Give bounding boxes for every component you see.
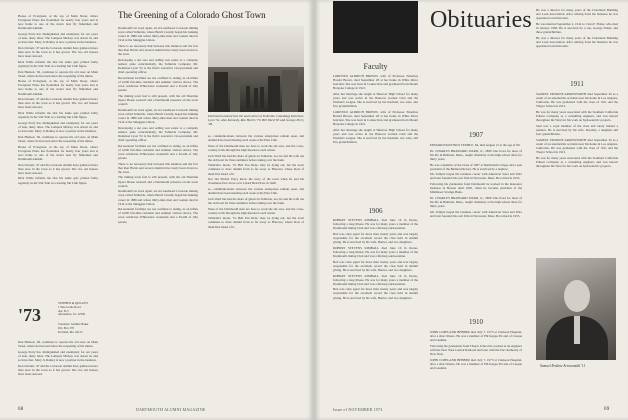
class-treasurer-address: Treasurer: Jennifer Baker P.O. Box 376 Portland, Me. 04112 xyxy=(58,323,89,334)
left-column-1-bottom xyxy=(18,340,98,395)
paragraph: Following his graduation from Thayer School he worked as an engineer with the New York Central Railroad and later with the Port Authority of New York. xyxy=(430,343,522,357)
paragraph: He was for many years associated with the Southern California Edison Company as a consulting engineer, and was known throughout the West for his work on hydroelectric projects. xyxy=(536,155,618,168)
paragraph: House of Evergreen, at the top of Main Street, where Evergreen Pines has flourished for nearly four years and is now home to one of the state's best fly fishermen and Dartmouth Alumni. xyxy=(18,14,98,31)
paragraph: Bob was class agent for more than twenty years and was largely responsible for the excellent record the class held in alumni giving. He is survived by his wife, Harriet, and two daughters. xyxy=(333,231,418,245)
paragraph: Bob was class agent for more than twenty years and was largely responsible for the excellent record the class held in alumni giving. He is survived by his wife, Harriet, and two daughters. xyxy=(333,259,418,272)
page-number: 69 xyxy=(604,407,610,412)
paragraph: Dartmouth's in town again, an old southwest Colorado mining town called Telluride, where Butch Cassidy began his banking career in 1889 and where thirty-nine men and women died in 1914 at the Smuggler-Union. xyxy=(118,189,198,206)
paragraph: Jack Ward has had his share of ghosts in Telluride, too; he and his wife ran the old hotel for three summers before taking over the bank. xyxy=(208,153,304,162)
paragraph: Sam was a loyal member of the class and rarely missed a reunion. He is survived by his wife, Dorothy, a daughter and four grandchildren. xyxy=(536,123,618,137)
paragraph: Don Ostrom, '47 and the Colorado alumni have gathered more than once in the town as it has grown. The two old houses have been restored. xyxy=(18,97,98,110)
year-heading-1907: 1907 xyxy=(469,131,483,139)
paragraph: Following his graduation from Dartmouth he worked in the insurance business in Boston until 1920, when he became president of the Middlesex Savings Bank. xyxy=(430,182,522,195)
paragraph: Dick Wilde informs me that his name gets printed fairly regularly in the Vail Trail as a leading Ski Club figure. xyxy=(18,111,98,120)
paragraph: He was a member of the Class of 1907 at Dartmouth College and a past president of the Belmont Rotary. He is survived by a nephew. xyxy=(430,162,522,171)
paragraph: There is no necessary link between this mention and the fact that Ron Harris and several alumni have lately been drawn to the town. xyxy=(118,161,198,174)
paragraph: House of Evergreen, at the top of Main Street, where Evergreen Pines has flourished for nearly four years and is now home to one of the state's best fly fishermen and Dartmouth Alumni. xyxy=(18,79,98,96)
paragraph: Dartmouth's in town again, an old southwest Colorado mining town called Telluride, where Butch Cassidy began his banking career in 1889 and where thirty-nine men and women died in 1914 at the Smuggler-Union. xyxy=(118,107,198,124)
paragraph: He was a director for many years of the Claremont Building and Loan Association. After retiring from his business he was appointed town historian. xyxy=(536,8,618,21)
paragraph: He was for many years associated with the Southern California Edison Company as a consulting engineer, and was known throughout the West for his work on hydroelectric projects. xyxy=(536,109,618,123)
right-column-2-lower xyxy=(430,330,522,396)
photo-caption: Dartmouth alumni line the main street of Telluride: (standing) Dennison Lyon '52, Alex Kennedy, Ron Harris '70, Bill Ward '65 and George Perry '48. xyxy=(208,114,304,127)
paragraph: Don Ostrom, '47 and the Colorado alumni have gathered more than once in the town as it has grown. The two old houses have been restored. xyxy=(18,162,98,175)
paragraph: He was married September 2, 1914 to Clara F. Fisher, who died in January 1960. He is survived by a son, George Fisher, and three grandchildren. xyxy=(536,21,618,35)
issue-footer: Issue of NOVEMBER 1973 xyxy=(333,407,383,412)
faculty-heading: Faculty xyxy=(363,62,388,71)
paragraph: George Perry has distinguished and exemplary for our years of lean, dusty labor. The Lampers Mickey was drawn in, and so have met. Mary Jo Ramey is now a partner in the business. xyxy=(18,31,98,45)
paragraph: Don Ostrom, '47 and the Colorado alumni have gathered more than once in the town as it has grown. The two old houses have been restored. xyxy=(18,45,98,59)
paragraph: Mr. Temple began his business career with American Steel and Wire and later founded his own firm in Worcester, Mass. He retired in 1955. xyxy=(430,209,522,218)
paragraph: Bob was class agent for more than twenty years and was largely responsible for the excellent record the class held in alumni giving. He is survived by his wife, Harriet, and two daughters. xyxy=(333,287,418,300)
paragraph: Mr. Temple began his business career with American Steel and Wire and later founded his own firm in Worcester, Mass. He retired in 1955. xyxy=(430,172,522,181)
paragraph: Dan Hudson, '49, continues to operate his old store on Main Street, where he has been since the reopening of the mines. xyxy=(18,134,98,143)
portrait-caption: Samuel Erskine Arrowsmith '11 xyxy=(540,364,586,368)
year-heading-1911: 1911 xyxy=(570,80,584,88)
left-column-2 xyxy=(118,26,198,394)
paragraph: Developing a ski area and selling real estate is a company named, quite coincidentally, the Telluride Company. Mr. Dennison Lyon '52 is the firm's executive vice-president and chief operating officer. xyxy=(118,57,198,75)
paragraph: Dick Wilde informs me that his name gets printed fairly regularly in the Vail Trail as a leading Ski Club figure. xyxy=(18,176,98,185)
right-column-3-lower xyxy=(536,92,618,254)
paragraph: After her marriage she taught at Hanover High School for many years and was active in the Hanover Garden Club and the Woman's League. She is survived by her husband, two sons, and five grandchildren. xyxy=(333,127,418,145)
section-title: Obituaries xyxy=(430,7,532,33)
magazine-footer: DARTMOUTH ALUMNI MAGAZINE xyxy=(136,407,206,412)
paragraph: Jack Ward has had his share of ghosts in Telluride, too; he and his wife ran the old hotel for three summers before taking over the bank. xyxy=(208,196,304,205)
paragraph: There is no necessary link between this mention and the fact that Ron Harris and several alumni have lately been drawn to the town. xyxy=(118,43,198,57)
class-secretary-address: STEPHEN & QUIGLEY 1 Wee Gobie Road Apt. B-3 Alexandria, Va. 22309 xyxy=(58,302,89,317)
paragraph: ROBERT STEVENS KIMBALL died June 16 in Orono, following a long illness. He was for many years a member of the Dartmouth Outing Club and was a lifelong outdoorsman. xyxy=(333,218,418,231)
paragraph: ROBERT STEVENS KIMBALL died June 16 in Orono, following a long illness. He was for many years a member of the Dartmouth Outing Club and was a lifelong outdoorsman. xyxy=(333,245,418,258)
paragraph: ROBERT STEVENS KIMBALL died June 16 in Orono, following a long illness. He was for many years a member of the Dartmouth Outing Club and was a lifelong outdoorsman. xyxy=(333,273,418,286)
paragraph: SAMUEL ERSKINE ARROWSMITH died September 20 as a result of an automobile accident near his home in Los Angeles, California. He was graduated with the class of 1911 and the Thayer School in 1913. xyxy=(536,92,618,109)
paragraph: Dick Wilde informs me that his name gets printed fairly regularly in the Vail Trail as a leading Ski Club figure. xyxy=(18,59,98,68)
paragraph: JOHN COPELAND BEBBER died July 7, 1973 at Clarkson Hospital, after a short illness. He was a member of Phi Kappa Psi and of Casque and Gauntlet. xyxy=(430,330,522,343)
paragraph: Recreational facilities are not confined to skiing, as an influx of 4,000 full-time residents and summer visitors shows. The town celebrates Whitewater weekends and a Fourth of July parade. xyxy=(118,75,198,93)
class-year-label: '73 xyxy=(18,305,42,325)
paragraph: Recreational facilities are not confined to skiing, as an influx of 4,000 full-time residents and summer visitors shows. The town celebrates Whitewater weekends and a Fourth of July parade. xyxy=(118,207,198,224)
paragraph: EDWARD HASTINGS TEMPLE, 84, died August 21 at the age of 90. xyxy=(430,143,521,147)
paragraph: Nor did Pitcher Perry know the story of the town when he and his classmates first drove over Lizard Head Pass in 1948. xyxy=(208,177,304,186)
paragraph: Dr. CHARLES BRAINARD WARD, Jr., 1889 who lived for most of his life in Belmont, Mass., taught chemistry at the high school there for thirty years. xyxy=(430,196,522,209)
paragraph: Recreational facilities are not confined to skiing, as an influx of 4,000 full-time residents and summer visitors shows. The town celebrates Whitewater weekends and a Fourth of July parade. xyxy=(118,143,198,160)
paragraph: Telluride's motto, 'To Hell You Ride,' may be dying out, but the town continues to draw alumni from as far away as Hanover, where most of them first heard of it. xyxy=(208,216,304,229)
left-column-3 xyxy=(208,134,304,394)
paragraph: George Perry has distinguished and exemplary for our years of lean, dusty labor. The Lampers Mickey was drawn in, and so have met. Mary Jo Ramey is now a partner in the business. xyxy=(18,120,98,134)
year-heading-1906: 1906 xyxy=(368,207,383,215)
paragraph: so, communications between the various enterprises remain open, and alumni have been meeting each week at the Elks Club. xyxy=(208,187,304,196)
right-column-3 xyxy=(536,8,618,74)
telluride-photo xyxy=(208,26,304,112)
article-title: The Greening of a Colorado Ghost Town xyxy=(118,10,266,20)
paragraph: House of Evergreen, at the top of Main Street, where Evergreen Pines has flourished for nearly four years and is now home to one of the state's best fly fishermen and Dartmouth Alumni. xyxy=(18,144,98,161)
paragraph: SAMUEL ERSKINE ARROWSMITH died September 20 as a result of an automobile accident near his home in Los Angeles, California. He was graduated with the class of 1911 and the Thayer School in 1913. xyxy=(536,137,618,154)
paragraph: LORENZO ALDRICH BROWN, wife of Professor Emeritus Harold Brown, died September 28 at her home in White River Junction. She was born in Connecticut and graduated from Mount Holyoke College in 1921. xyxy=(333,109,418,127)
left-column-1 xyxy=(18,14,98,394)
paragraph: Most of the Dartmouth men are here to work the ski area, and the cross-country trails through the high meadows each winter. xyxy=(208,143,304,152)
paragraph: Dr. CHARLES BRAINARD WARD, Jr., 1889 who lived for most of his life in Belmont, Mass., taught chemistry at the high school there for thirty years. xyxy=(430,148,522,161)
paragraph: Don Ostrom, '47 and the Colorado alumni have gathered more than once in the town as it has grown. The two old houses have been restored. xyxy=(18,363,98,376)
paragraph: Developing a ski area and selling real estate is a company named, quite coincidentally, the Telluride Company. Mr. Dennison Lyon '52 is the firm's executive vice-president and chief operating officer. xyxy=(118,125,198,142)
paragraph: Dan Hudson, '49, continues to operate his old store on Main Street, where he has been since the reopening of the mines. xyxy=(18,69,98,78)
paragraph: The mining town feel is still present, with the old Sheridan Opera House restored and a Dartmouth presence on the town council. xyxy=(118,175,198,188)
paragraph: Telluride's motto, 'To Hell You Ride,' may be dying out, but the town continues to draw alumni from as far away as Hanover, where most of them first heard of it. xyxy=(208,163,304,176)
year-heading-1910: 1910 xyxy=(469,318,483,326)
portrait-photo xyxy=(536,258,616,360)
paragraph: The mining town feel is still present, with the old Sheridan Opera House restored and a Dartmouth presence on the town council. xyxy=(118,93,198,106)
obituary-banner-block xyxy=(333,1,418,53)
paragraph: He was a director for many years of the Claremont Building and Loan Association. After retiring from his business he was appointed town historian. xyxy=(536,35,618,48)
page-number: 68 xyxy=(18,407,24,412)
right-column-1 xyxy=(333,74,418,204)
paragraph: Dartmouth's in town again, an old southwest Colorado mining town called Telluride, where Butch Cassidy began his banking career in 1889 and where thirty-nine men and women died in 1914 at the Smuggler-Union. xyxy=(118,26,198,43)
paragraph: LORENZO ALDRICH BROWN, wife of Professor Emeritus Harold Brown, died September 28 at her home in White River Junction. She was born in Connecticut and graduated from Mount Holyoke College in 1921. xyxy=(333,74,418,91)
paragraph: George Perry has distinguished and exemplary for our years of lean, dusty labor. The Lampers Mickey was drawn in, and so have met. Mary Jo Ramey is now a partner in the business. xyxy=(18,349,98,362)
paragraph: so, communications between the various enterprises remain open, and alumni have been meeting each week at the Elks Club. xyxy=(208,134,304,143)
paragraph: Dan Hudson, '49, continues to operate his old store on Main Street, where he has been since the reopening of the mines. xyxy=(18,340,98,349)
paragraph: After her marriage she taught at Hanover High School for many years and was active in the Hanover Garden Club and the Woman's League. She is survived by her husband, two sons, and five grandchildren. xyxy=(333,91,418,109)
right-column-2 xyxy=(430,143,522,311)
paragraph: JOHN COPELAND BEBBER died July 7, 1973 at Clarkson Hospital, after a short illness. He was a member of Phi Kappa Psi and of Casque and Gauntlet. xyxy=(430,357,522,370)
paragraph: Most of the Dartmouth men are here to work the ski area, and the cross-country trails through the high meadows each winter. xyxy=(208,206,304,215)
right-column-1-lower xyxy=(333,218,418,396)
